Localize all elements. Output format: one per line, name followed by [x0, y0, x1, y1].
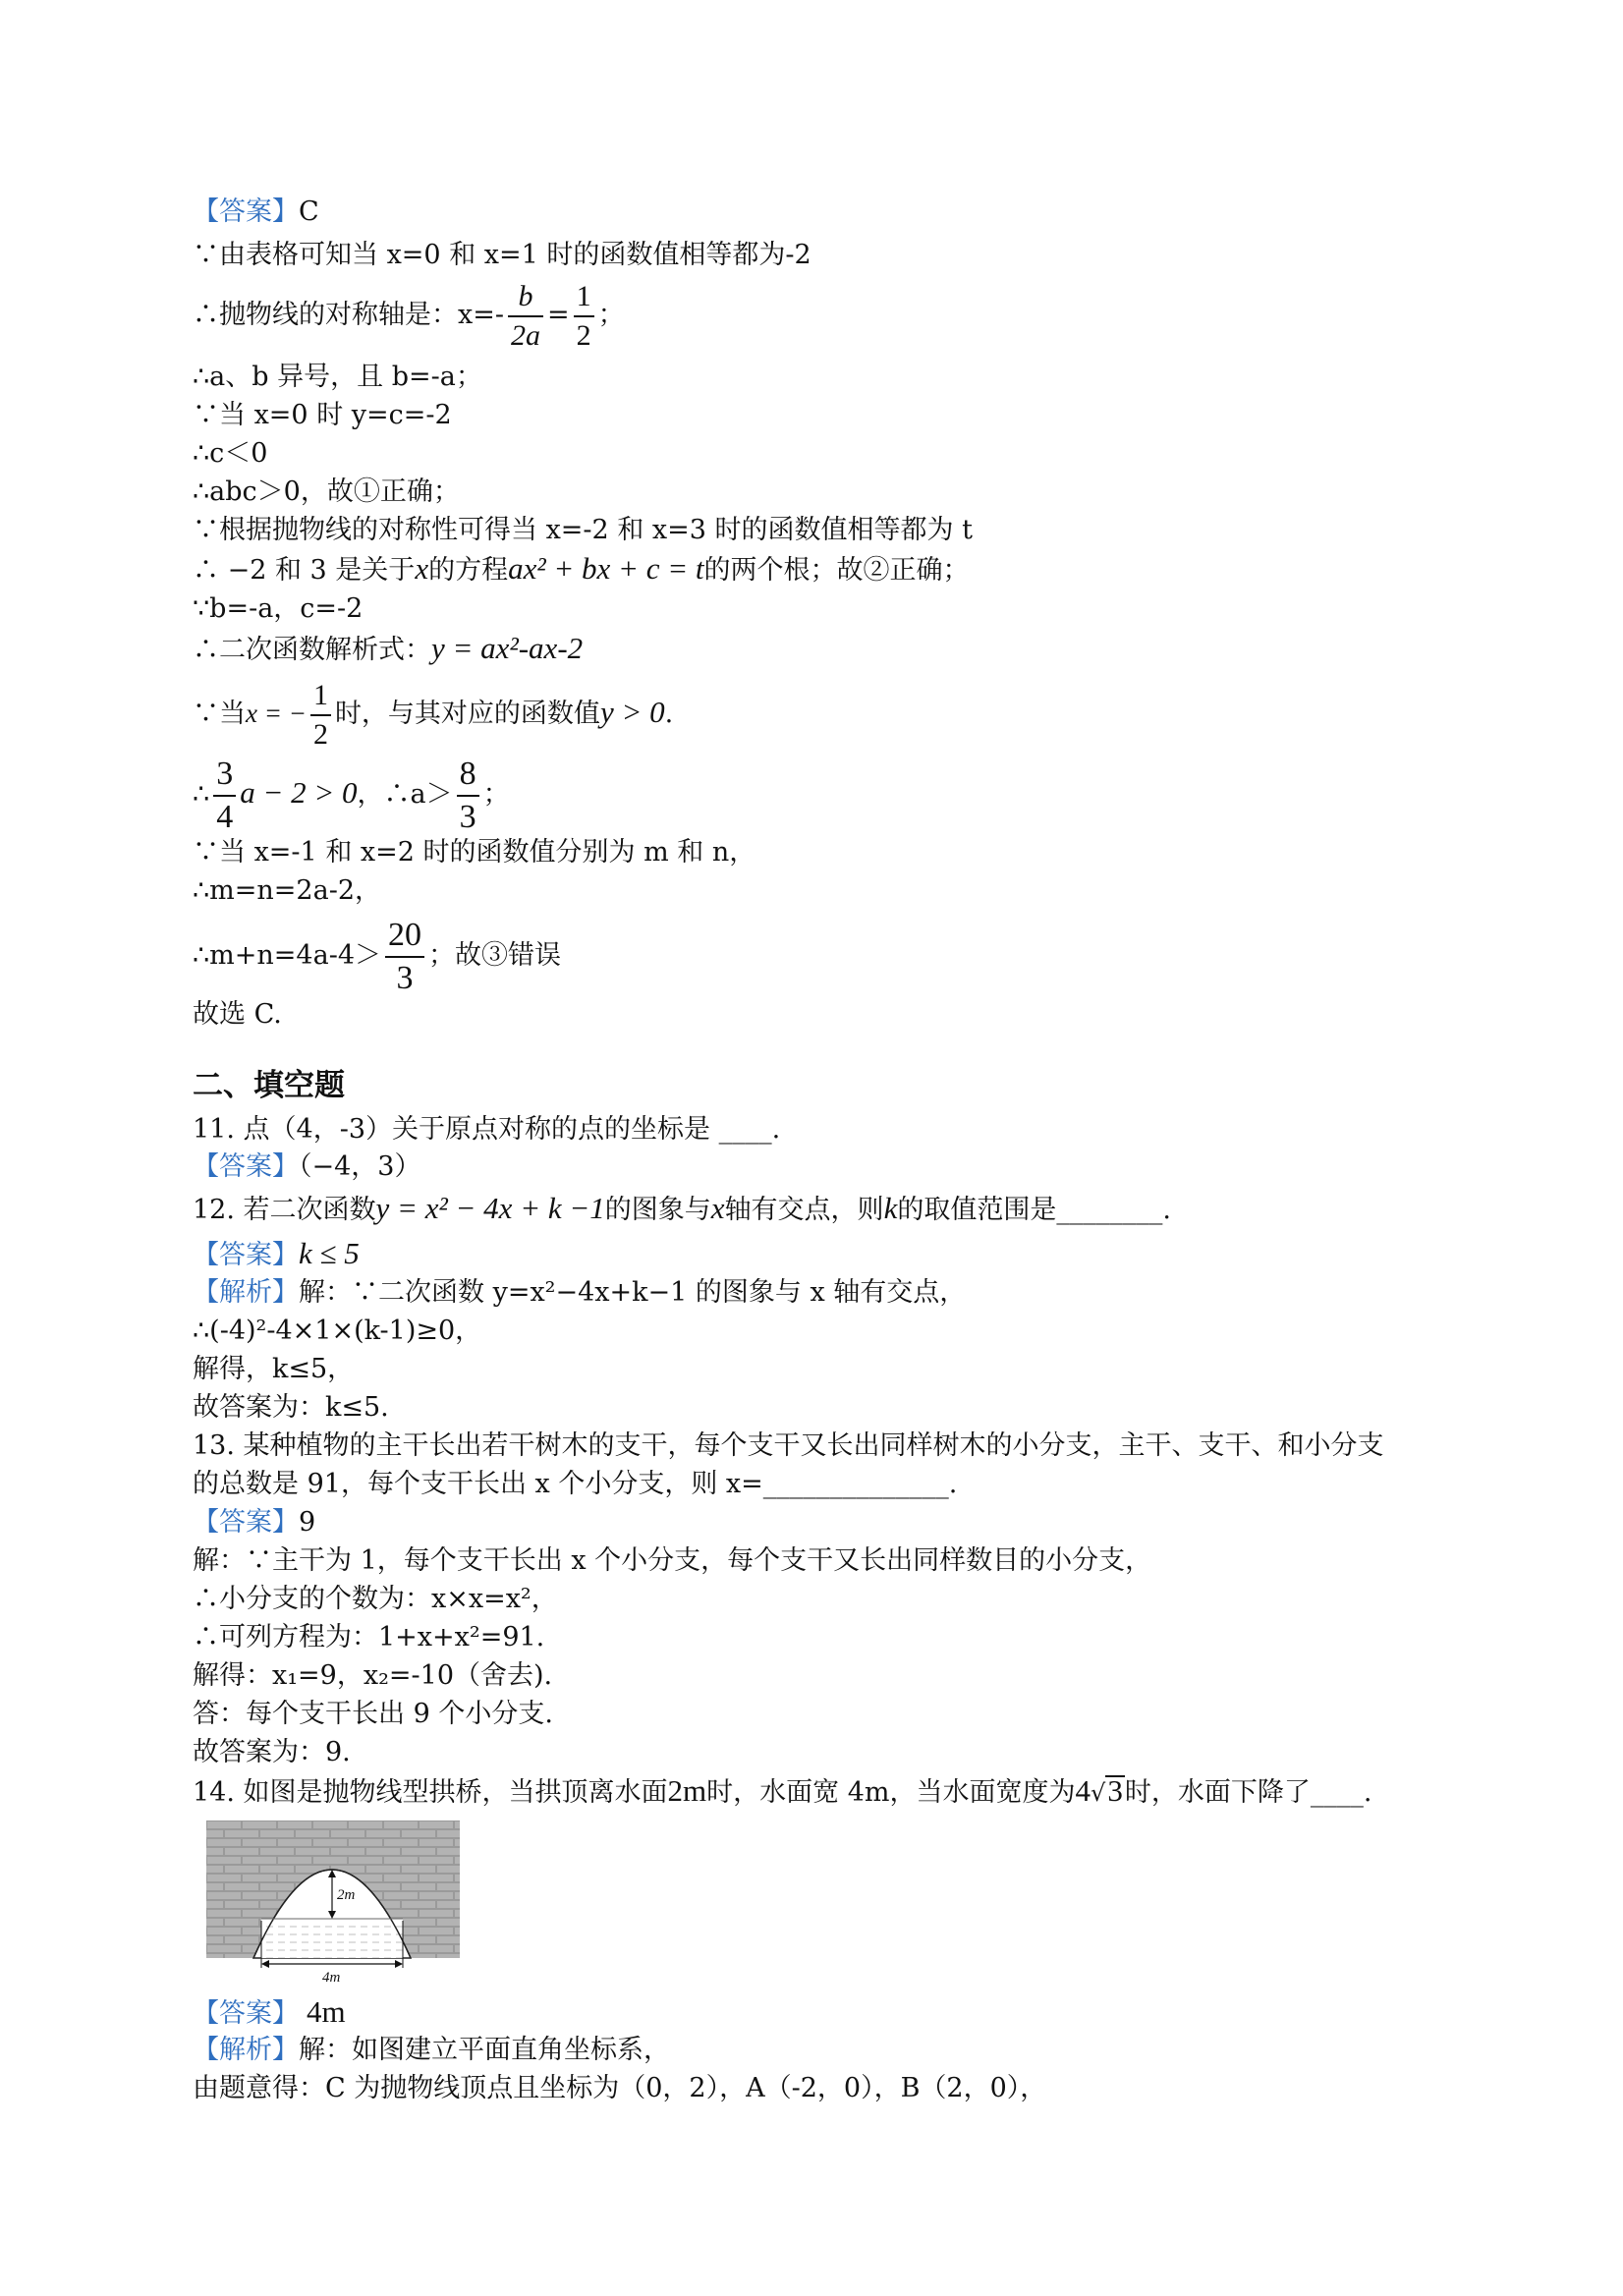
function-expression-line: ∴二次函数解析式：y = ax²-ax-2	[193, 631, 584, 665]
width-label: 4m	[322, 1970, 341, 1986]
text-line: ∵由表格可知当 x=0 和 x=1 时的函数值相等都为-2	[193, 240, 812, 270]
text-line: 解得：x₁=9，x₂=-10（舍去).	[193, 1660, 553, 1691]
answer-line-13: 【答案】9	[193, 1507, 316, 1538]
fraction: $\frac{1}{2}$	[574, 278, 594, 355]
text-line: ∵当 x=0 时 y=c=-2	[193, 400, 452, 430]
solution-line: 【解析】解：∵二次函数 y=x²−4x+k−1 的图象与 x 轴有交点，	[193, 1277, 967, 1308]
axis-of-symmetry-line: ∴抛物线的对称轴是：x=- $\frac{b}{2a}$ = $\frac{1}{2}$ ；	[193, 271, 625, 360]
answer-line-12: 【答案】k ≤ 5	[193, 1236, 360, 1270]
fraction: $\frac{3}{4}$	[213, 754, 236, 838]
text-line: ∵当 x=-1 和 x=2 时的函数值分别为 m 和 n，	[193, 837, 756, 868]
text-line: ∴c＜0	[193, 438, 268, 469]
text-line: ∴(-4)²-4×1×(k-1)≥0，	[193, 1316, 482, 1346]
text-line: 解：∵主干为 1，每个支干长出 x 个小分支，每个支干又长出同样数目的小分支，	[193, 1545, 1152, 1576]
fraction: $\frac{20}{3}$	[385, 915, 424, 999]
analysis-tag: 【解析】	[193, 1277, 299, 1308]
fraction: $\frac{1}{2}$	[310, 677, 331, 754]
solution-line: 【解析】解：如图建立平面直角坐标系，	[193, 2035, 670, 2065]
fraction: $\frac{b}{2a}$	[508, 278, 543, 355]
answer-line-11: 【答案】（−4，3）	[193, 1151, 421, 1182]
answer-tag: 【答案】	[193, 196, 299, 227]
arch-bridge-figure	[206, 1820, 460, 1986]
question-11: 11. 点（4，-3）关于原点对称的点的坐标是 ____.	[193, 1114, 781, 1145]
sum-line: ∴m+n=4a-4＞ $\frac{20}{3}$ ；故③错误	[193, 912, 561, 1000]
text-line: ∴abc＞0，故①正确；	[193, 476, 460, 507]
answer-tag: 【答案】	[193, 1240, 299, 1270]
question-13: 13. 某种植物的主干长出若干树木的支干，每个支干又长出同样树木的小分支，主干、支干、和小分支	[193, 1430, 1384, 1461]
question-12: 12. 若二次函数y = x² − 4x + k −1的图象与x轴有交点，则k的取值范围是________.	[193, 1191, 1171, 1225]
water-surface	[261, 1919, 403, 1958]
text-line: 解得，k≤5，	[193, 1354, 355, 1384]
question-13-cont: 的总数是 91，每个支干长出 x 个小分支，则 x=______________.	[193, 1469, 958, 1499]
answer-line-10: 【答案】C	[193, 196, 319, 227]
fraction: $\frac{8}{3}$	[457, 754, 479, 838]
text-line: ∴m=n=2a-2，	[193, 875, 381, 906]
analysis-tag: 【解析】	[193, 2035, 299, 2065]
inequality-line: ∴ $\frac{3}{4}$ a − 2 > 0，∴a＞ $\frac{8}{3}$ ；	[193, 749, 510, 839]
text-line: 故选 C.	[193, 999, 282, 1030]
height-label: 2m	[337, 1887, 356, 1903]
text-line: ∵b=-a，c=-2	[193, 593, 364, 624]
half-x-line: ∵当x = − $\frac{1}{2}$ 时，与其对应的函数值y > 0.	[193, 668, 673, 758]
text-line: 答：每个支干长出 9 个小分支.	[193, 1699, 553, 1729]
text-line: 由题意得：C 为抛物线顶点且坐标为（0，2），A（-2，0），B（2，0），	[193, 2073, 1047, 2103]
text-line: ∴可列方程为：1+x+x²=91.	[193, 1622, 545, 1652]
text-line: ∴小分支的个数为：x×x=x²，	[193, 1584, 558, 1614]
section-heading: 二、填空题	[193, 1068, 345, 1103]
answer-tag: 【答案】	[193, 1998, 299, 2029]
text-line: ∵根据抛物线的对称性可得当 x=-2 和 x=3 时的函数值相等都为 t	[193, 515, 973, 545]
question-14: 14. 如图是抛物线型拱桥，当拱顶离水面2m时，水面宽 4m，当水面宽度为4√3时，水面下降了____.	[193, 1773, 1372, 1808]
answer-tag: 【答案】	[193, 1151, 299, 1182]
answer-tag: 【答案】	[193, 1507, 299, 1538]
answer-line-14: 【答案】 4m	[193, 1994, 346, 2029]
roots-line: ∴ −2 和 3 是关于x的方程ax² + bx + c = t的两个根；故②正确；	[193, 551, 970, 586]
text-line: 故答案为：9.	[193, 1737, 351, 1767]
text-line: 故答案为：k≤5.	[193, 1392, 389, 1423]
text-line: ∴a、b 异号，且 b=-a；	[193, 362, 482, 392]
